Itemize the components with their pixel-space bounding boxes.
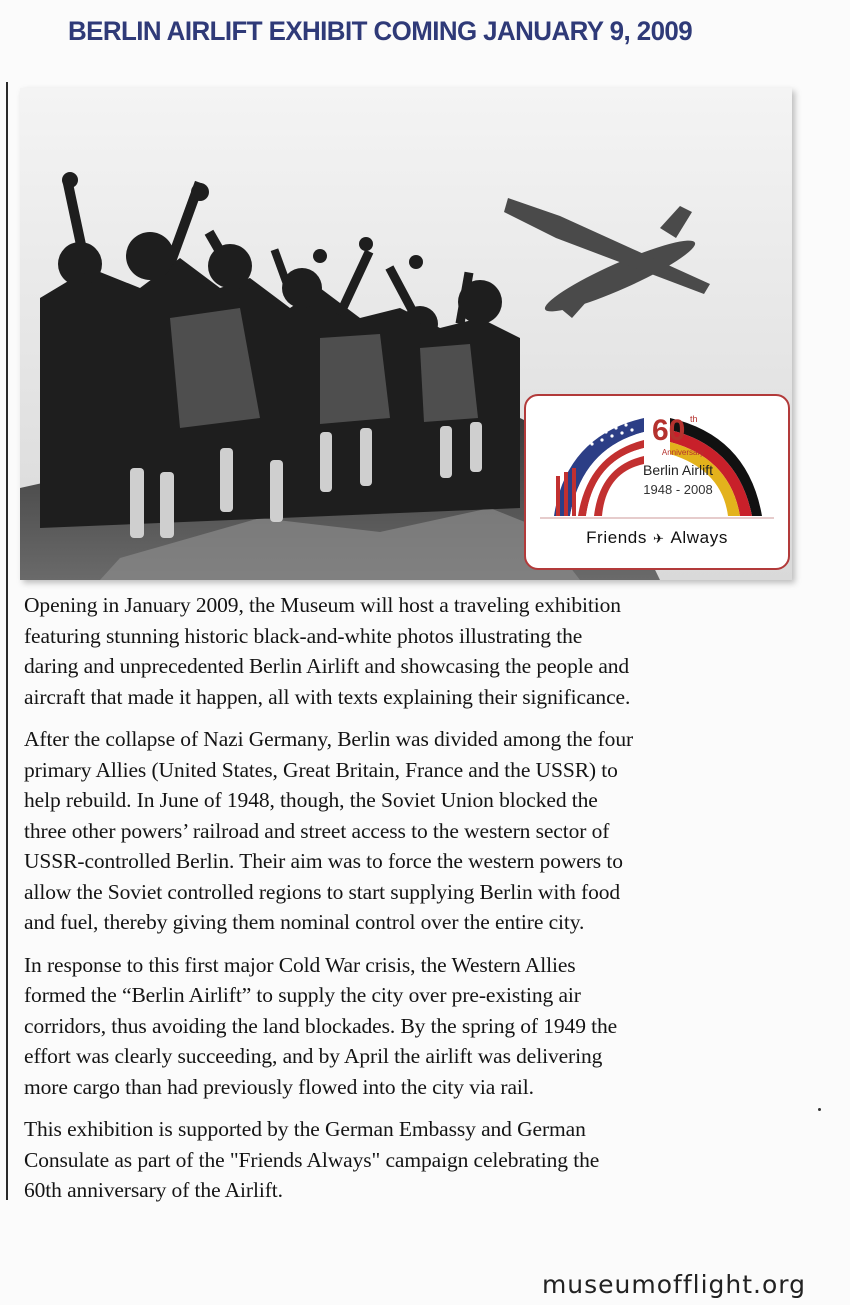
anniversary-number: 60 — [652, 414, 686, 447]
paragraph-airlift: In response to this first major Cold War crisis, the Western Allies formed the “Berlin Airlift” to supply the city over pre-existing air corridors, thus avoiding the land blockades. By the spring of 1949 the effort was clearly succeeding, and by April the airlift was delivering more cargo than had previously flowed into the city via rail. — [24, 952, 618, 1099]
badge-years: 1948 - 2008 — [643, 482, 713, 497]
print-speck — [818, 1108, 821, 1111]
airlift-photo — [20, 88, 792, 580]
anniversary-label: Anniversary — [661, 448, 705, 457]
paragraph-sponsors: This exhibition is supported by the German Embassy and German Consulate as part of the "Friends Always" campaign celebrating the 60th anniversary of the Airlift. — [24, 1117, 600, 1202]
page-headline: BERLIN AIRLIFT EXHIBIT COMING JANUARY 9, 2009 — [68, 16, 693, 46]
friends-always-tagline — [526, 528, 788, 548]
airplane-icon: ✈ — [652, 531, 665, 546]
article-body — [24, 590, 804, 1218]
left-margin-rule — [6, 82, 8, 1200]
anniversary-ordinal: th — [690, 414, 698, 424]
paragraph-intro: Opening in January 2009, the Museum will host a traveling exhibition featuring stunning historic black-and-white photos illustrating the daring and unprecedented Berlin Airlift and showcasing the people and aircraft that made it happen, all with texts explaining their significance. — [24, 593, 631, 709]
badge-title: Berlin Airlift — [642, 462, 714, 478]
website-url: museumofflight.org — [541, 1270, 806, 1299]
tagline-always: Always — [670, 528, 728, 547]
tagline-friends: Friends — [586, 528, 647, 547]
paragraph-history: After the collapse of Nazi Germany, Berlin was divided among the four primary Allies (United States, Great Britain, France and the USSR) to help rebuild. In June of 1948, though, the Soviet Union blocked the three other powers’ railroad and street access to the western sector of USSR-controlled Berlin. Their aim was to force the western powers to allow the Soviet controlled regions to start supplying Berlin with food and fuel, thereby giving them nominal control over the entire city. — [24, 727, 634, 934]
60th-anniversary-logo — [524, 394, 790, 570]
